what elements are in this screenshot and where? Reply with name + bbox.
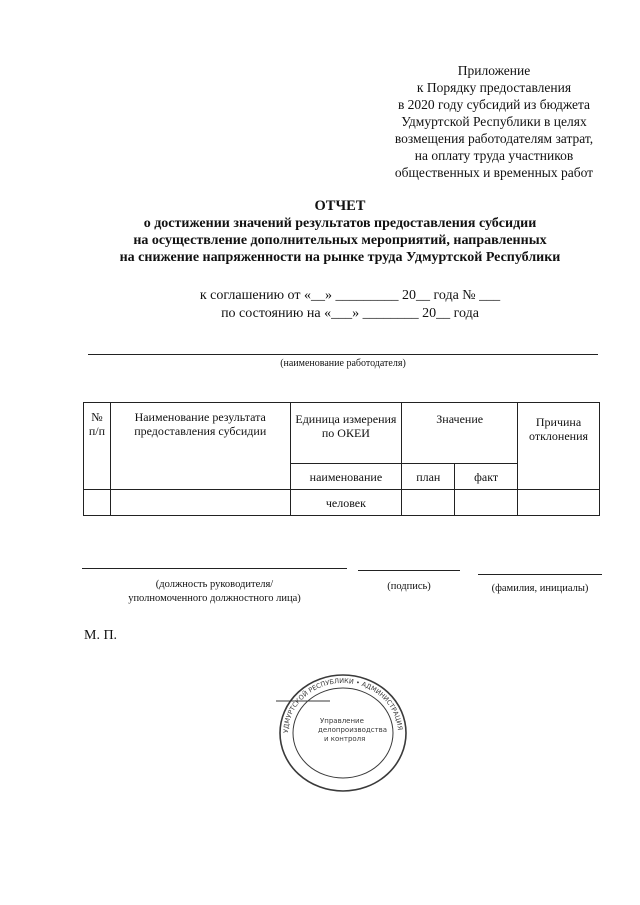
agreement-line: к соглашению от «__» _________ 20__ года № ___ xyxy=(199,288,501,303)
table-row xyxy=(84,490,600,516)
name-line xyxy=(478,574,602,575)
appendix-line: Приложение xyxy=(457,63,531,78)
appendix-line: к Порядку предоставления xyxy=(416,80,572,95)
name-caption: (фамилия, инициалы) xyxy=(491,583,589,594)
table-header-row xyxy=(84,403,600,464)
col-header-result: Наименование результата предоставления субсидии xyxy=(110,403,290,490)
cell-plan xyxy=(402,490,455,516)
report-title-line: о достижении значений результатов предоставления субсидии xyxy=(143,216,537,231)
appendix-block xyxy=(350,62,638,181)
report-title-main: ОТЧЕТ xyxy=(314,198,366,214)
stamp-line-2: делопроизводства xyxy=(318,726,388,734)
stamp-graphic xyxy=(268,668,418,798)
col-header-no: № п/п xyxy=(84,403,111,490)
cell-fact xyxy=(455,490,518,516)
official-stamp xyxy=(268,668,418,798)
cell-unit: человек xyxy=(290,490,402,516)
cell-reason xyxy=(518,490,600,516)
sub-header-name: наименование xyxy=(290,464,402,490)
report-title xyxy=(40,198,640,266)
appendix-line: возмещения работодателям затрат, xyxy=(394,131,594,146)
appendix-line: общественных и временных работ xyxy=(394,165,594,180)
report-title-line: на снижение напряженности на рынке труда Удмуртской Республики xyxy=(119,250,561,265)
employer-name-line xyxy=(88,354,598,355)
signature-caption: (подпись) xyxy=(387,581,431,592)
stamp-line-3: и контроля xyxy=(324,735,366,743)
stamp-outer-text: УДМУРТСКОЙ РЕСПУБЛИКИ • АДМИНИСТРАЦИЯ xyxy=(281,676,404,734)
appendix-line: на оплату труда участников xyxy=(414,148,574,163)
signature-line xyxy=(358,570,460,571)
col-header-unit: Единица измерения по ОКЕИ xyxy=(290,403,402,464)
sub-header-plan: план xyxy=(402,464,455,490)
cell-result xyxy=(110,490,290,516)
col-header-reason: Причина отклонения xyxy=(518,403,600,490)
position-caption xyxy=(82,578,347,606)
position-caption-line: (должность руководителя/ xyxy=(155,579,274,590)
seal-place-label: М. П. xyxy=(84,628,118,643)
sub-header-fact: факт xyxy=(455,464,518,490)
appendix-line: Удмуртской Республики в целях xyxy=(401,114,587,129)
report-table xyxy=(83,402,600,516)
employer-caption: (наименование работодателя) xyxy=(280,358,406,369)
position-line xyxy=(82,568,347,569)
stamp-line-1: Управление xyxy=(320,717,364,725)
status-date-line: по состоянию на «___» ________ 20__ года xyxy=(221,306,479,321)
col-header-value: Значение xyxy=(402,403,518,464)
position-caption-line: уполномоченного должностного лица) xyxy=(128,593,301,604)
agreement-block xyxy=(100,287,600,323)
cell-no xyxy=(84,490,111,516)
appendix-line: в 2020 году субсидий из бюджета xyxy=(397,97,591,112)
report-title-line: на осуществление дополнительных мероприятий, направленных xyxy=(133,233,547,248)
